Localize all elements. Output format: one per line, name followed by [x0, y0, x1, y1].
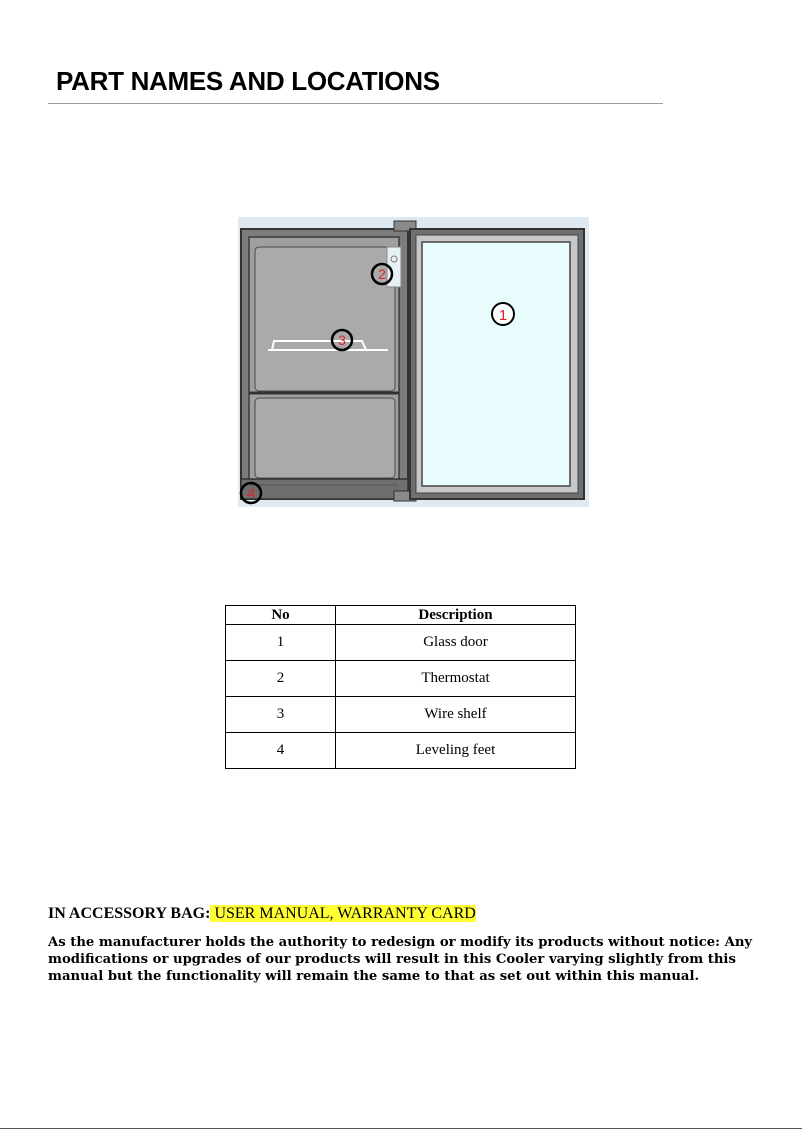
svg-text:3: 3 [338, 332, 346, 348]
title-divider [48, 103, 663, 104]
table-row [226, 733, 576, 769]
table-row [226, 697, 576, 733]
table-header-row [226, 606, 576, 625]
page-title: PART NAMES AND LOCATIONS [56, 66, 440, 96]
accessory-label: IN ACCESSORY BAG: [48, 905, 211, 922]
cooler-diagram [238, 217, 589, 507]
table-row [226, 625, 576, 661]
cooler-illustration [238, 217, 589, 507]
header-no: No [226, 606, 336, 625]
callout-1 [492, 303, 514, 325]
svg-text:4: 4 [247, 485, 255, 501]
accessory-contents: USER MANUAL, WARRANTY CARD [210, 905, 476, 922]
accessory-bag-line [48, 905, 476, 923]
part-number: 4 [226, 733, 336, 769]
cabinet-base [241, 479, 408, 499]
table-row [226, 661, 576, 697]
svg-text:1: 1 [498, 307, 508, 324]
footer-divider [0, 1128, 802, 1129]
lower-compartment [255, 398, 395, 478]
part-number: 2 [226, 661, 336, 697]
part-description: Thermostat [336, 661, 576, 697]
part-number: 1 [226, 625, 336, 661]
parts-table [225, 605, 576, 769]
header-description: Description [336, 606, 576, 625]
glass-door [422, 242, 570, 486]
part-number: 3 [226, 697, 336, 733]
part-description: Leveling feet [336, 733, 576, 769]
svg-text:2: 2 [378, 266, 386, 282]
part-description: Wire shelf [336, 697, 576, 733]
part-description: Glass door [336, 625, 576, 661]
manufacturer-notice: As the manufacturer holds the authority to redesign or modify its products without notice: Any modifications or upgrades of our products will result in this Cooler varying slightly from this manual but the functionality will remain the same to that as set out within this manual. [48, 935, 753, 984]
